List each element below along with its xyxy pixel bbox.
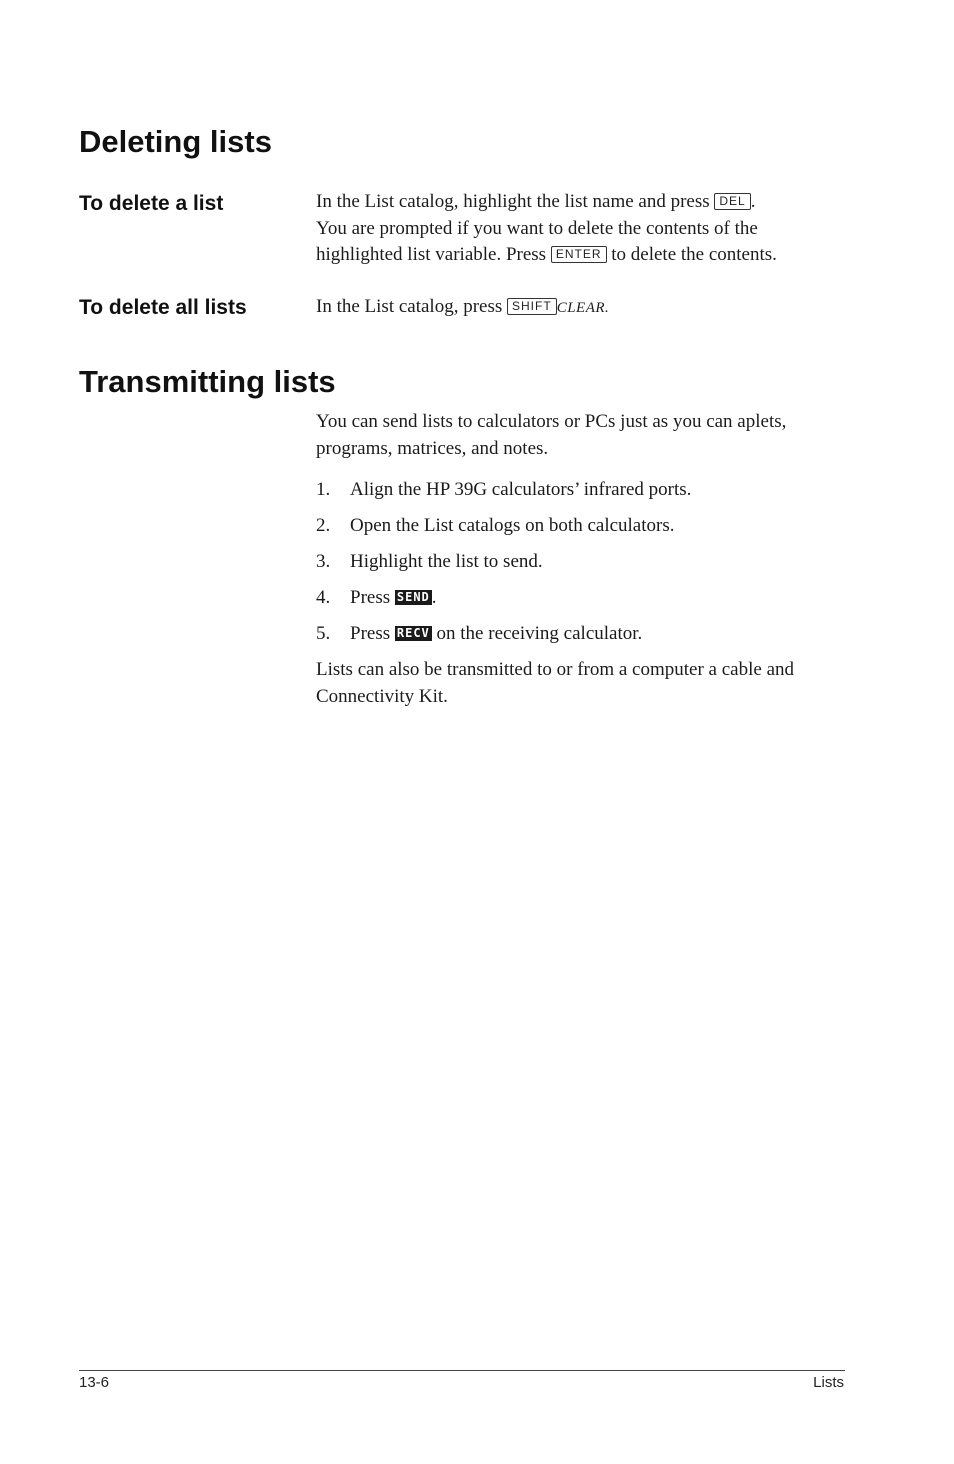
step-text: Press: [350, 623, 395, 644]
text-fragment: to delete the contents.: [606, 244, 777, 265]
step-text: Open the List catalogs on both calculators.: [350, 515, 675, 536]
intro-line-1: You can send lists to calculators or PCs just as you can aplets,: [316, 411, 787, 432]
outro-line-2: Connectivity Kit.: [316, 685, 448, 707]
step-text: .: [431, 587, 437, 608]
step-item-1: [316, 477, 856, 503]
footer-rule: [79, 1370, 845, 1371]
step-number: 4.: [316, 587, 331, 608]
transmitting-outro-paragraph: [316, 657, 856, 710]
text-fragment: In the List catalog, press: [316, 296, 508, 317]
text-fragment: highlighted list variable. Press: [316, 244, 551, 265]
step-text: Highlight the list to send.: [350, 551, 543, 572]
send-softkey: SEND: [396, 590, 430, 604]
step-item-2: [316, 513, 856, 539]
step-text: Align the HP 39G calculators’ infrared ports.: [350, 479, 692, 500]
del-key: DEL: [714, 193, 750, 210]
step-item-3: [316, 549, 856, 575]
delete-a-list-line-1: [316, 189, 856, 216]
text-fragment: In the List catalog, highlight the list name and press: [316, 191, 715, 212]
delete-all-lists-paragraph: [316, 294, 856, 322]
step-item-4: [316, 585, 856, 611]
footer-chapter-name: Lists: [813, 1374, 844, 1391]
intro-line-2: programs, matrices, and notes.: [316, 437, 549, 459]
step-number: 5.: [316, 623, 331, 644]
enter-key: ENTER: [551, 246, 607, 263]
subheading-delete-all-lists: To delete all lists: [79, 296, 247, 319]
delete-a-list-paragraph: [316, 189, 856, 269]
step-text: on the receiving calculator.: [431, 623, 643, 644]
step-text: Press: [350, 587, 395, 608]
step-number: 1.: [316, 479, 331, 500]
step-number: 3.: [316, 551, 331, 572]
outro-line-1: Lists can also be transmitted to or from a computer a cable and: [316, 659, 795, 680]
shift-key: SHIFT: [507, 298, 557, 315]
delete-a-list-line-2: You are prompted if you want to delete the contents of the: [316, 217, 758, 239]
delete-a-list-line-3: [316, 242, 856, 269]
step-item-5: [316, 621, 856, 647]
clear-function-label: CLEAR.: [556, 300, 610, 316]
step-number: 2.: [316, 515, 331, 536]
transmitting-intro-paragraph: [316, 409, 856, 462]
footer-page-number: 13-6: [79, 1374, 110, 1391]
section-title-transmitting-lists: Transmitting lists: [79, 364, 336, 399]
section-title-deleting-lists: Deleting lists: [79, 124, 272, 159]
subheading-delete-a-list: To delete a list: [79, 192, 224, 215]
recv-softkey: RECV: [396, 626, 430, 640]
text-fragment: .: [750, 191, 756, 212]
